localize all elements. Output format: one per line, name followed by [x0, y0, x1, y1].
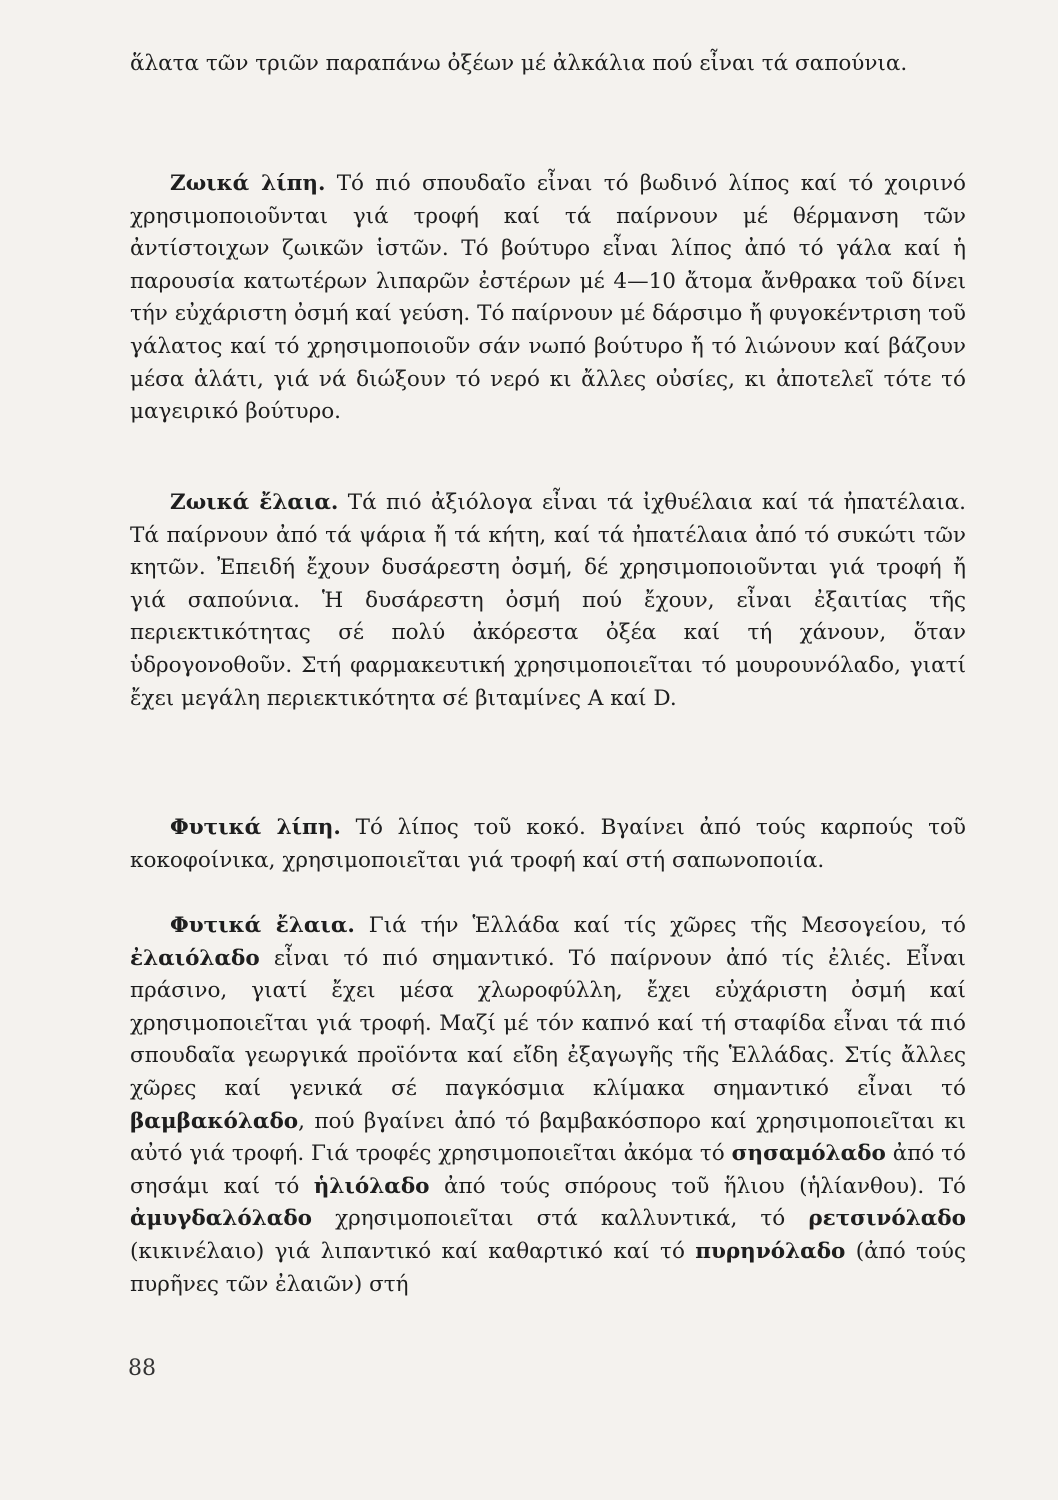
term-pomace-oil: πυρηνόλαδο [695, 1238, 846, 1264]
paragraph-text: Τό πιό σπουδαῖο εἶναι τό βωδινό λίπος καί τό χοιρινό χρησιμοποιοῦνται γιά τροφή καί τά παίρνουν μέ θέρμανση τῶν ἀντίστοιχων ζωικῶν ἱστῶν. Τό βούτυρο εἶναι λίπος ἀπό τό γάλα καί ἡ παρουσία κατωτέρων λιπαρῶν ἐστέρων μέ 4—10 ἄτομα ἄνθρακα τοῦ δίνει τήν εὐχάριστη ὀσμή καί γεύση. Τό παίρνουν μέ δάρσιμο ἤ φυγοκέντριση τοῦ γάλατος καί τό χρησιμοποιοῦν σάν νωπό βούτυρο ἤ τό λιώνουν καί βάζουν μέσα ἁλάτι, γιά νά διώξουν τό νερό κι ἄλλες οὐσίες, κι ἀποτελεῖ τότε τό μαγειρικό βούτυρο. [130, 171, 967, 425]
animal-oils-paragraph [130, 487, 966, 715]
paragraph-text: χρησιμοποιεῖται στά καλλυντικά, τό [312, 1206, 809, 1232]
paragraph-text: , πού βγαίνει ἀπό τό βαμβακόσπορο καί χρησιμοποιεῖται κι αὐτό γιά τροφή. Γιά τροφές χρησιμοποιεῖται ἀκόμα τό [130, 1108, 966, 1167]
section-heading: Φυτικά λίπη. [170, 815, 341, 840]
page-number: 88 [128, 1356, 156, 1381]
paragraph-text: εἶναι τό πιό σημαντικό. Τό παίρνουν ἀπό τίς ἐλιές. Εἶναι πράσινο, γιατί ἔχει μέσα χλωροφύλλη, ἔχει εὐχάριστη ὀσμή καί χρησιμοποιεῖται γιά τροφή. Μαζί μέ τόν καπνό καί τή σταφίδα εἶναι τά πιό σπουδαῖα γεωργικά προϊόντα καί εἴδη ἐξαγωγῆς τῆς Ἑλλάδας. Στίς ἄλλες χῶρες καί γενικά σέ παγκόσμια κλίμακα σημαντικό εἶναι τό [130, 945, 966, 1101]
plant-fats-paragraph [130, 812, 966, 877]
section-heading: Ζωικά λίπη. [170, 171, 326, 196]
term-olive-oil: ἐλαιόλαδο [130, 945, 260, 971]
term-sunflower-oil: ἡλιόλαδο [313, 1173, 430, 1199]
term-castor-oil: ρετσινόλαδο [808, 1206, 966, 1232]
paragraph-text: ἀπό τό σησάμι καί τό [130, 1141, 966, 1199]
section-heading: Φυτικά ἔλαια. [170, 913, 355, 938]
intro-paragraph [130, 48, 966, 81]
term-almond-oil: ἀμυγδαλόλαδο [130, 1206, 312, 1232]
paragraph-text: (ἀπό τούς πυρῆνες τῶν ἐλαιῶν) στή [130, 1238, 966, 1297]
section-heading: Ζωικά ἔλαια. [170, 490, 339, 515]
paragraph-text: ἀπό τούς σπόρους τοῦ ἥλιου (ἡλίανθου). Τό [429, 1173, 966, 1199]
animal-fats-paragraph [130, 168, 966, 429]
paragraph-text: Τά πιό ἀξιόλογα εἶναι τά ἰχθυέλαια καί τά ἠπατέλαια. Τά παίρνουν ἀπό τά ψάρια ἤ τά κήτη, καί τά ἠπατέλαια ἀπό τό συκώτι τῶν κητῶν. Ἐπειδή ἔχουν δυσάρεστη ὀσμή, δέ χρησιμοποιοῦνται γιά τροφή ἤ γιά σαπούνια. Ἡ δυσάρεστη ὀσμή πού ἔχουν, εἶναι ἐξαιτίας τῆς περιεκτικότητας σέ πολύ ἀκόρεστα ὀξέα καί τή χάνουν, ὅταν ὑδρογονοθοῦν. Στή φαρμακευτική χρησιμοποιεῖται τό μουρουνόλαδο, γιατί ἔχει μεγάλη περιεκτικότητα σέ βιταμίνες A καί D. [130, 490, 966, 711]
paragraph-text: (κικινέλαιο) γιά λιπαντικό καί καθαρτικό καί τό [130, 1238, 696, 1264]
term-cottonseed-oil: βαμβακόλαδο [130, 1108, 299, 1134]
paragraph-text: Γιά τήν Ἑλλάδα καί τίς χῶρες τῆς Μεσογείου, τό [354, 913, 966, 938]
paragraph-text: Τό λίπος τοῦ κοκό. Βγαίνει ἀπό τούς καρπούς τοῦ κοκοφοίνικα, χρησιμοποιεῖται γιά τροφή καί στή σαπωνοποιία. [130, 815, 966, 873]
term-sesame-oil: σησαμόλαδο [731, 1141, 886, 1167]
plant-oils-paragraph [130, 910, 966, 1301]
intro-text: ἅλατα τῶν τριῶν παραπάνω ὀξέων μέ ἀλκάλια πού εἶναι τά σαπούνια. [130, 51, 908, 76]
